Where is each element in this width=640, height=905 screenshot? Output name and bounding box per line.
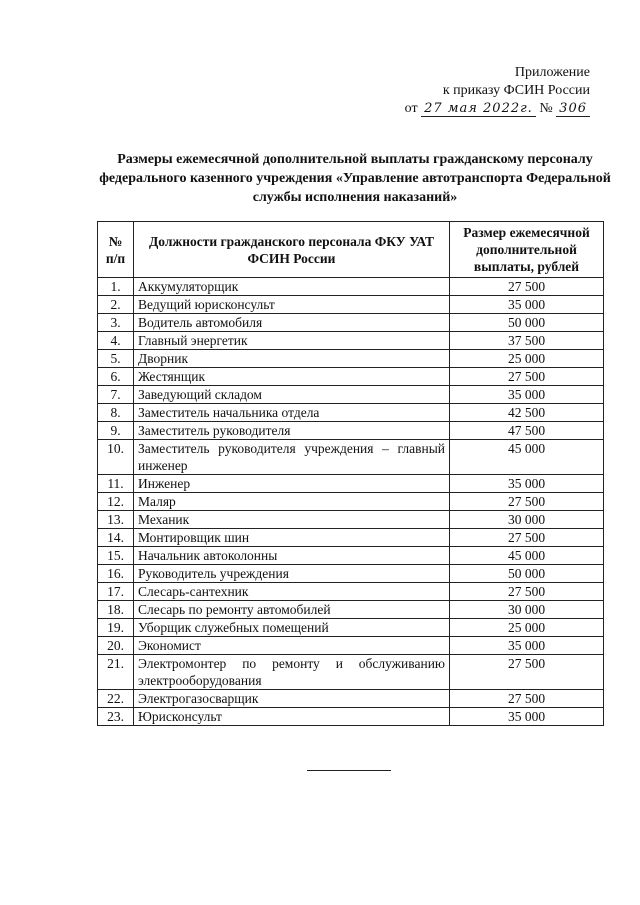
table-row bbox=[98, 422, 604, 440]
row-amount: 42 500 bbox=[450, 404, 604, 422]
row-amount: 45 000 bbox=[450, 547, 604, 565]
row-position: Электрогазосварщик bbox=[134, 690, 450, 708]
row-amount: 27 500 bbox=[450, 690, 604, 708]
table-row bbox=[98, 296, 604, 314]
row-position: Электромонтер по ремонту и обслуживанию электрооборудования bbox=[134, 655, 450, 690]
row-number: 9. bbox=[98, 422, 134, 440]
row-position: Экономист bbox=[134, 637, 450, 655]
table-row bbox=[98, 493, 604, 511]
row-position: Жестянщик bbox=[134, 368, 450, 386]
table-row bbox=[98, 386, 604, 404]
row-number: 21. bbox=[98, 655, 134, 690]
order-reference: к приказу ФСИН России bbox=[442, 83, 590, 98]
from-label: от bbox=[404, 101, 418, 116]
handwritten-date: 27 мая 2022г. bbox=[421, 101, 536, 117]
row-amount: 25 000 bbox=[450, 619, 604, 637]
order-date-number bbox=[370, 100, 590, 118]
table-row bbox=[98, 708, 604, 726]
row-amount: 27 500 bbox=[450, 529, 604, 547]
table-row bbox=[98, 565, 604, 583]
row-number: 22. bbox=[98, 690, 134, 708]
row-amount: 50 000 bbox=[450, 314, 604, 332]
table-row bbox=[98, 547, 604, 565]
row-number: 11. bbox=[98, 475, 134, 493]
appendix-label: Приложение bbox=[514, 65, 590, 80]
row-position: Заведующий складом bbox=[134, 386, 450, 404]
row-number: 18. bbox=[98, 601, 134, 619]
table-row bbox=[98, 475, 604, 493]
row-amount: 37 500 bbox=[450, 332, 604, 350]
table-row bbox=[98, 511, 604, 529]
payments-table bbox=[97, 221, 604, 726]
table-row bbox=[98, 601, 604, 619]
row-position: Слесарь по ремонту автомобилей bbox=[134, 601, 450, 619]
row-number: 10. bbox=[98, 440, 134, 475]
row-amount: 35 000 bbox=[450, 708, 604, 726]
row-amount: 35 000 bbox=[450, 637, 604, 655]
table-row bbox=[98, 404, 604, 422]
row-position: Инженер bbox=[134, 475, 450, 493]
row-position: Заместитель руководителя учреждения – главный инженер bbox=[134, 440, 450, 475]
header-position: Должности гражданского персонала ФКУ УАТ ФСИН России bbox=[134, 222, 450, 278]
row-amount: 45 000 bbox=[450, 440, 604, 475]
row-position: Маляр bbox=[134, 493, 450, 511]
row-number: 6. bbox=[98, 368, 134, 386]
row-position: Руководитель учреждения bbox=[134, 565, 450, 583]
table-row bbox=[98, 637, 604, 655]
row-position: Юрисконсульт bbox=[134, 708, 450, 726]
row-number: 19. bbox=[98, 619, 134, 637]
row-number: 5. bbox=[98, 350, 134, 368]
row-position: Водитель автомобиля bbox=[134, 314, 450, 332]
row-amount: 30 000 bbox=[450, 511, 604, 529]
row-amount: 27 500 bbox=[450, 278, 604, 296]
row-number: 20. bbox=[98, 637, 134, 655]
handwritten-number: 306 bbox=[556, 101, 590, 117]
table-row bbox=[98, 529, 604, 547]
row-number: 3. bbox=[98, 314, 134, 332]
row-position: Заместитель руководителя bbox=[134, 422, 450, 440]
row-amount: 27 500 bbox=[450, 583, 604, 601]
row-number: 12. bbox=[98, 493, 134, 511]
row-amount: 27 500 bbox=[450, 493, 604, 511]
row-number: 1. bbox=[98, 278, 134, 296]
table-row bbox=[98, 583, 604, 601]
table-row bbox=[98, 350, 604, 368]
row-number: 16. bbox=[98, 565, 134, 583]
row-position: Ведущий юрисконсульт bbox=[134, 296, 450, 314]
row-position: Монтировщик шин bbox=[134, 529, 450, 547]
header-amount: Размер ежемесячной дополнительной выплаты, рублей bbox=[450, 222, 604, 278]
row-amount: 35 000 bbox=[450, 386, 604, 404]
row-number: 2. bbox=[98, 296, 134, 314]
row-position: Начальник автоколонны bbox=[134, 547, 450, 565]
row-position: Заместитель начальника отдела bbox=[134, 404, 450, 422]
row-position: Уборщик служебных помещений bbox=[134, 619, 450, 637]
row-position: Дворник bbox=[134, 350, 450, 368]
table-row bbox=[98, 690, 604, 708]
row-amount: 47 500 bbox=[450, 422, 604, 440]
row-amount: 30 000 bbox=[450, 601, 604, 619]
row-number: 13. bbox=[98, 511, 134, 529]
row-position: Механик bbox=[134, 511, 450, 529]
row-amount: 27 500 bbox=[450, 655, 604, 690]
table-row bbox=[98, 655, 604, 690]
row-position: Аккумуляторщик bbox=[134, 278, 450, 296]
table-row bbox=[98, 440, 604, 475]
header-number: № п/п bbox=[98, 222, 134, 278]
appendix-block bbox=[370, 64, 590, 118]
row-number: 17. bbox=[98, 583, 134, 601]
row-position: Главный энергетик bbox=[134, 332, 450, 350]
table-row bbox=[98, 368, 604, 386]
document-title: Размеры ежемесячной дополнительной выплаты гражданскому персоналу федерального казенного учреждения «Управление автотранспорта Федеральной службы исполнения наказаний» bbox=[99, 152, 611, 205]
table-row bbox=[98, 332, 604, 350]
table-header-row bbox=[98, 222, 604, 278]
row-amount: 27 500 bbox=[450, 368, 604, 386]
end-divider bbox=[307, 770, 391, 771]
row-number: 8. bbox=[98, 404, 134, 422]
row-number: 14. bbox=[98, 529, 134, 547]
row-amount: 35 000 bbox=[450, 296, 604, 314]
row-position: Слесарь-сантехник bbox=[134, 583, 450, 601]
row-number: 23. bbox=[98, 708, 134, 726]
row-number: 15. bbox=[98, 547, 134, 565]
row-number: 4. bbox=[98, 332, 134, 350]
row-number: 7. bbox=[98, 386, 134, 404]
table-row bbox=[98, 278, 604, 296]
table-row bbox=[98, 314, 604, 332]
row-amount: 50 000 bbox=[450, 565, 604, 583]
number-label: № bbox=[539, 101, 553, 116]
row-amount: 25 000 bbox=[450, 350, 604, 368]
row-amount: 35 000 bbox=[450, 475, 604, 493]
table-row bbox=[98, 619, 604, 637]
